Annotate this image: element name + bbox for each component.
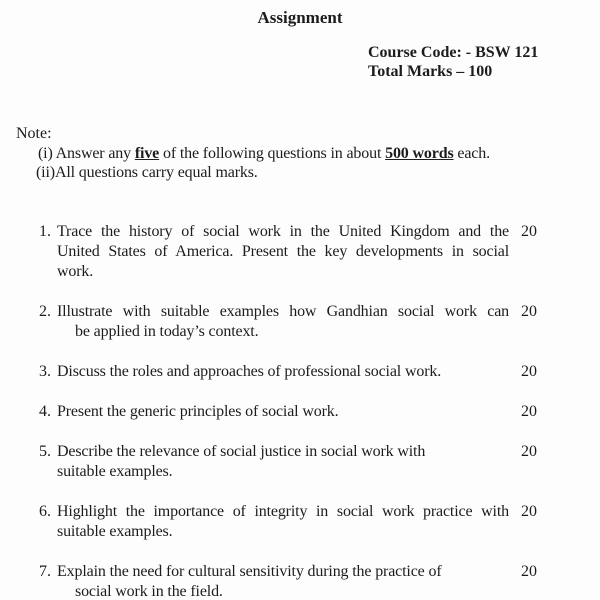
question-number: 6. xyxy=(39,503,51,520)
note-item-equal-marks xyxy=(36,164,258,182)
question-line: Describe the relevance of social justice in social work with xyxy=(57,443,426,460)
question-text xyxy=(57,502,509,542)
question-line: suitable examples. xyxy=(57,523,173,540)
note-text: (i) Answer any xyxy=(38,145,135,162)
question-line: work. xyxy=(57,263,94,280)
note-emphasis-text: five xyxy=(134,145,160,162)
course-info-block xyxy=(368,43,538,81)
question-number: 2. xyxy=(39,303,51,320)
question-line: Highlight the importance of integrity in social work practice with xyxy=(57,503,509,520)
note-emphasis-text: 500 words xyxy=(385,145,454,162)
note-text: each. xyxy=(453,145,490,162)
course-code: Course Code: - BSW 121 xyxy=(368,44,539,61)
note-item-answer-five xyxy=(38,145,490,163)
question-row xyxy=(39,402,537,422)
question-marks: 20 xyxy=(521,223,537,240)
question-line: suitable examples. xyxy=(57,463,173,480)
question-text xyxy=(57,402,509,422)
question-line: social work in the field. xyxy=(75,583,223,600)
question-marks: 20 xyxy=(521,303,537,320)
question-number: 4. xyxy=(39,403,51,420)
question-line: Explain the need for cultural sensitivity during the practice of xyxy=(57,563,442,580)
note-text: of the following questions in about xyxy=(159,145,386,162)
question-number: 3. xyxy=(39,363,51,380)
question-line: Illustrate with suitable examples how Gandhian social work can xyxy=(57,303,509,320)
page-title: Assignment xyxy=(257,8,343,27)
question-row xyxy=(39,502,537,542)
question-line: be applied in today’s context. xyxy=(75,323,259,340)
question-text xyxy=(57,442,509,482)
question-row xyxy=(39,302,537,342)
question-line: Trace the history of social work in the United Kingdom and the xyxy=(57,223,509,240)
question-row xyxy=(39,222,537,282)
question-line: Discuss the roles and approaches of professional social work. xyxy=(57,363,442,380)
question-marks: 20 xyxy=(521,563,537,580)
question-number: 7. xyxy=(39,563,51,580)
note-label: Note: xyxy=(16,125,52,142)
total-marks: Total Marks – 100 xyxy=(368,63,493,80)
question-marks: 20 xyxy=(521,363,537,380)
note-text: (ii)All questions carry equal marks. xyxy=(36,164,258,181)
question-row xyxy=(39,442,537,482)
question-number: 1. xyxy=(39,223,51,240)
question-marks: 20 xyxy=(521,403,537,420)
question-row xyxy=(39,562,537,600)
question-list xyxy=(39,222,537,600)
question-number: 5. xyxy=(39,443,51,460)
question-text xyxy=(57,222,509,282)
question-line: United States of America. Present the key developments in social xyxy=(57,243,509,260)
question-text xyxy=(57,302,509,342)
question-line: Present the generic principles of social work. xyxy=(57,403,339,420)
question-text xyxy=(57,562,509,600)
question-row xyxy=(39,362,537,382)
question-text xyxy=(57,362,509,382)
question-marks: 20 xyxy=(521,503,537,520)
question-marks: 20 xyxy=(521,443,537,460)
